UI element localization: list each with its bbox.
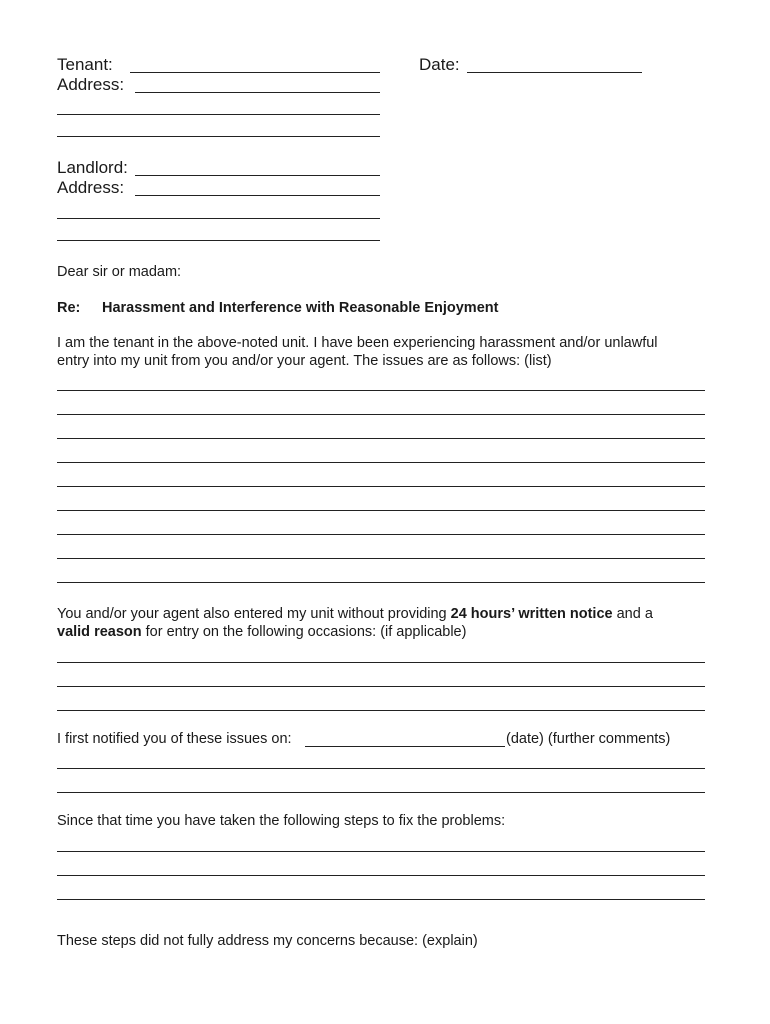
issues-line[interactable] bbox=[57, 582, 705, 583]
issues-line[interactable] bbox=[57, 390, 705, 391]
tenant-address-line-2[interactable] bbox=[57, 114, 380, 115]
entry-line-1 bbox=[57, 606, 653, 622]
notified-text-pre: I first notified you of these issues on: bbox=[57, 731, 292, 747]
intro-line-2: entry into my unit from you and/or your agent. The issues are as follows: (list) bbox=[57, 353, 552, 369]
tenant-address-field[interactable] bbox=[135, 92, 380, 93]
issues-line[interactable] bbox=[57, 414, 705, 415]
issues-line[interactable] bbox=[57, 558, 705, 559]
entry-occasion-line[interactable] bbox=[57, 662, 705, 663]
issues-line[interactable] bbox=[57, 486, 705, 487]
entry-text-pre: You and/or your agent also entered my unit without providing bbox=[57, 606, 451, 622]
salutation: Dear sir or madam: bbox=[57, 264, 182, 280]
comments-line[interactable] bbox=[57, 768, 705, 769]
tenant-address-line-3[interactable] bbox=[57, 136, 380, 137]
date-field[interactable] bbox=[467, 72, 642, 73]
entry-occasion-line[interactable] bbox=[57, 686, 705, 687]
landlord-field[interactable] bbox=[135, 175, 380, 176]
landlord-address-label: Address: bbox=[57, 178, 125, 197]
intro-line-1: I am the tenant in the above-noted unit. I have been experiencing harassment and/or unlawful bbox=[57, 335, 658, 351]
re-subject: Harassment and Interference with Reasonable Enjoyment bbox=[102, 300, 499, 316]
issues-line[interactable] bbox=[57, 510, 705, 511]
landlord-address-line-2[interactable] bbox=[57, 218, 380, 219]
landlord-address-line-3[interactable] bbox=[57, 240, 380, 241]
concerns-text: These steps did not fully address my concerns because: (explain) bbox=[57, 933, 478, 949]
issues-line[interactable] bbox=[57, 438, 705, 439]
tenant-label: Tenant: bbox=[57, 55, 113, 74]
entry-line-2 bbox=[57, 624, 466, 640]
entry-reason-bold: valid reason bbox=[57, 624, 142, 640]
steps-line[interactable] bbox=[57, 851, 705, 852]
notified-text-post: (date) (further comments) bbox=[506, 731, 671, 747]
tenant-field[interactable] bbox=[130, 72, 380, 73]
landlord-address-field[interactable] bbox=[135, 195, 380, 196]
comments-line[interactable] bbox=[57, 792, 705, 793]
landlord-label: Landlord: bbox=[57, 158, 128, 177]
steps-line[interactable] bbox=[57, 899, 705, 900]
entry-occasion-line[interactable] bbox=[57, 710, 705, 711]
steps-line[interactable] bbox=[57, 875, 705, 876]
entry-text-post: for entry on the following occasions: (if applicable) bbox=[141, 624, 467, 640]
steps-text: Since that time you have taken the following steps to fix the problems: bbox=[57, 813, 506, 829]
re-label: Re: bbox=[57, 300, 81, 316]
issues-line[interactable] bbox=[57, 462, 705, 463]
issues-line[interactable] bbox=[57, 534, 705, 535]
tenant-address-label: Address: bbox=[57, 75, 125, 94]
entry-notice-bold: 24 hours’ written notice bbox=[450, 606, 613, 622]
date-label: Date: bbox=[419, 55, 460, 74]
notified-date-field[interactable] bbox=[305, 746, 505, 747]
entry-text-mid: and a bbox=[612, 606, 653, 622]
